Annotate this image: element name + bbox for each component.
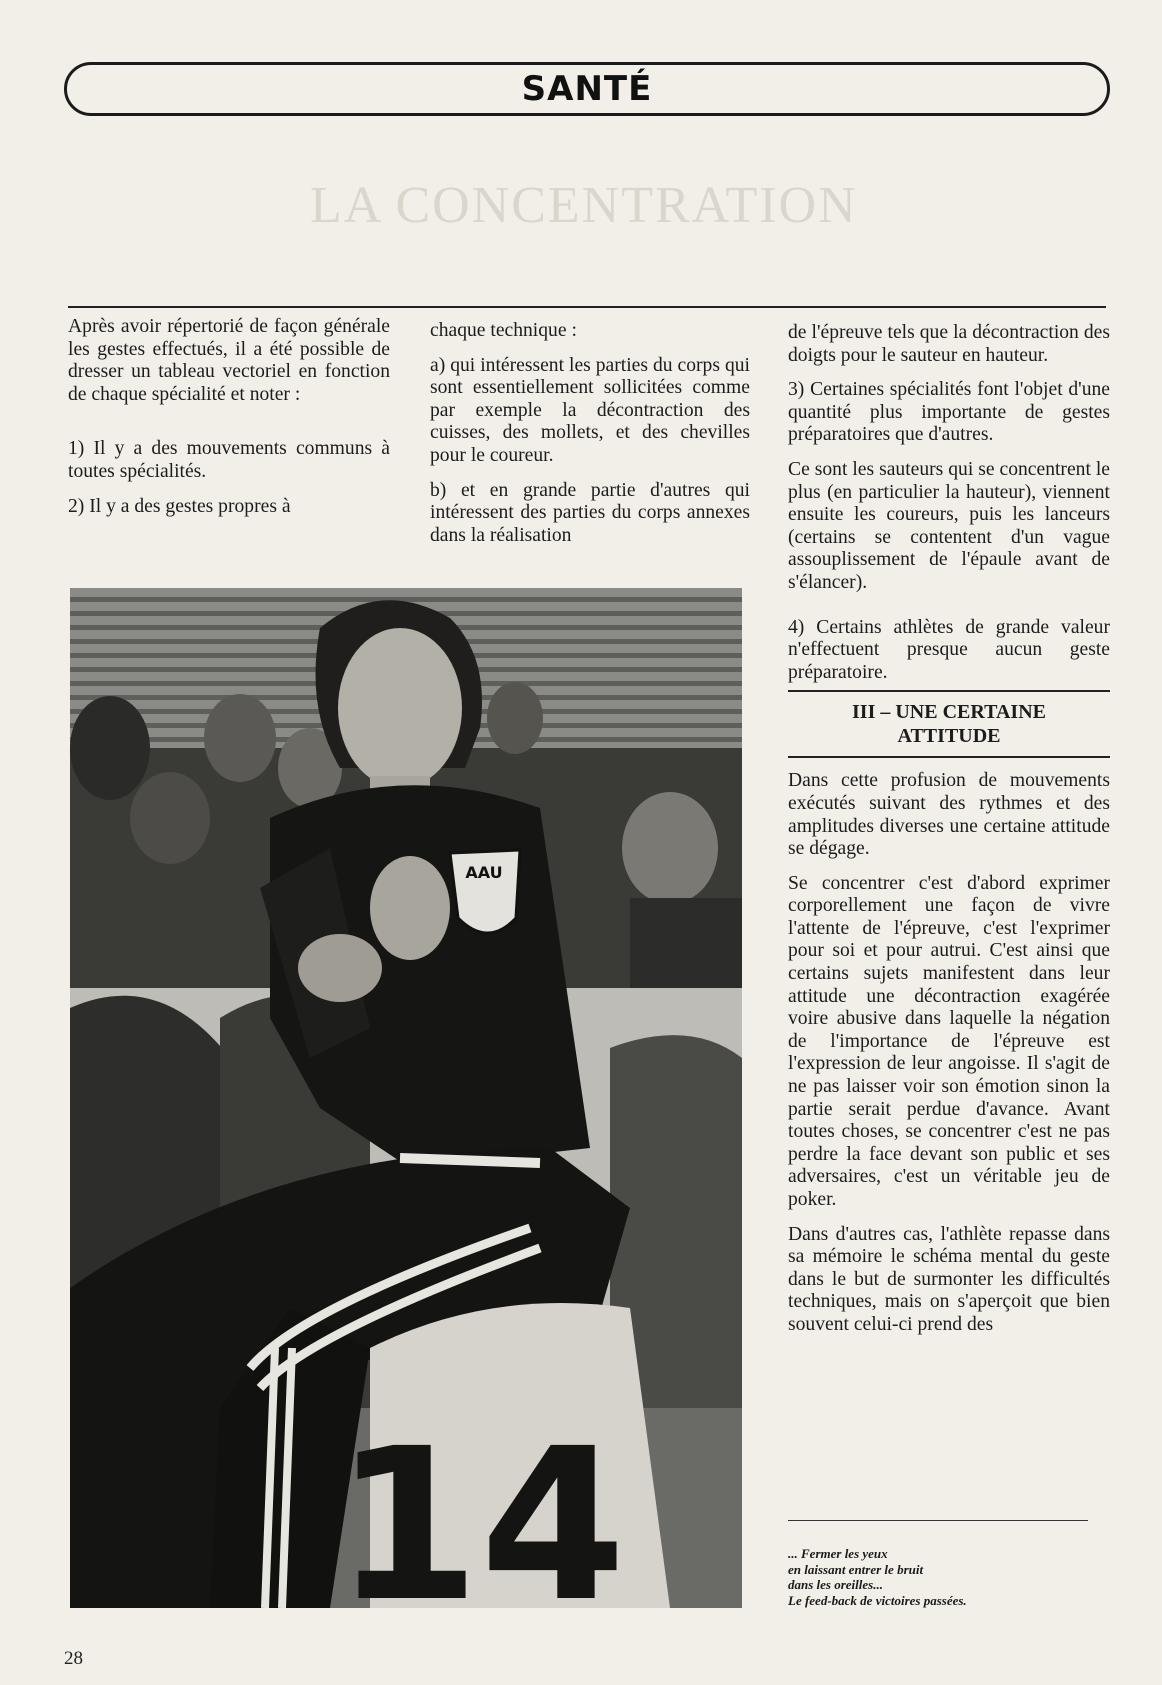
caption-line: en laissant entrer le bruit [788,1561,924,1577]
column-3-paragraph: de l'épreuve tels que la décontraction des doigts pour le sauteur en hauteur. [788,322,1110,366]
column-1-paragraph: Après avoir répertorié de façon générale les gestes effectués, il a été possible de dresser un tableau vectoriel en fonction de chaque spécialité et noter : [68,316,390,405]
caption-line: ... Fermer les yeux [788,1546,888,1561]
photo-caption [788,1546,1108,1608]
column-2-paragraph: chaque technique : [430,320,577,341]
caption-line: Le feed-back de victoires passées. [788,1592,967,1608]
subheading-line: III – UNE CERTAINE [852,701,1046,724]
article-title-showthrough: LA CONCENTRATION [310,177,858,234]
column-3-paragraph: Dans cette profusion de mouvements exécutés suivant des rythmes et des amplitudes diverses une certaine attitude se dégage. [788,770,1110,860]
subheading-line: ATTITUDE [897,725,1001,748]
column-2-paragraph: a) qui intéressent les parties du corps qui sont essentiellement sollicitées comme par exemple la décontraction des cuisses, des mollets, et des chevilles pour le coureur. [430,354,750,466]
bib-number: 14 [333,1403,627,1608]
column-3 [788,322,1110,1349]
section-title: SANTÉ [521,69,653,109]
subheading [788,700,1110,748]
column-1-paragraph: 2) Il y a des gestes propres à [68,495,291,517]
column-1-paragraph: 1) Il y a des mouvements communs à toutes spécialités. [68,438,390,482]
athlete-photo-illustration [70,588,742,1608]
column-2-paragraph: b) et en grande partie d'autres qui intéressent des parties du corps annexes dans la réalisation [430,479,750,546]
caption-rule [788,1520,1088,1521]
caption-line: dans les oreilles... [788,1577,883,1592]
jacket-badge-text: AAU [465,863,503,882]
section-banner [64,62,1110,116]
subheading-rule-top [788,690,1110,692]
column-3-paragraph: 3) Certaines spécialités font l'objet d'une quantité plus importante de gestes préparatoires que d'autres. [788,379,1110,446]
column-3-paragraph: 4) Certains athlètes de grande valeur n'effectuent presque aucun geste préparatoire. [788,616,1110,683]
top-rule [68,306,1106,308]
subheading-rule-bottom [788,756,1110,758]
column-3-paragraph: Se concentrer c'est d'abord exprimer corporellement une façon de vivre l'attente de l'épreuve, c'est l'exprimer pour soi et pour autrui. C'est ainsi que certains sujets manifestent dans leur attitude une décontraction exagérée voire abusive dans laquelle la négation de l'importance de l'épreuve est l'expression de leur angoisse. Il s'agit de ne pas laisser voir son émotion sinon la partie serait perdue d'avance. Avant toutes choses, se concentrer c'est ne pas perdre la face devant son public et ses adversaires, c'est un véritable jeu de poker. [788,872,1110,1210]
column-2 [430,320,750,559]
column-1 [68,316,390,530]
page-number: 28 [64,1648,83,1669]
column-3-paragraph: Dans d'autres cas, l'athlète repasse dans sa mémoire le schéma mental du geste dans le but de surmonter les difficultés techniques, mais on s'aperçoit que bien souvent celui-ci prend des [788,1223,1110,1335]
column-3-paragraph: Ce sont les sauteurs qui se concentrent le plus (en particulier la hauteur), viennent ensuite les coureurs, puis les lanceurs (certains se contentent d'un vague assouplissement de l'épaule avant de s'élancer). [788,458,1110,593]
athlete-photo [70,588,742,1608]
